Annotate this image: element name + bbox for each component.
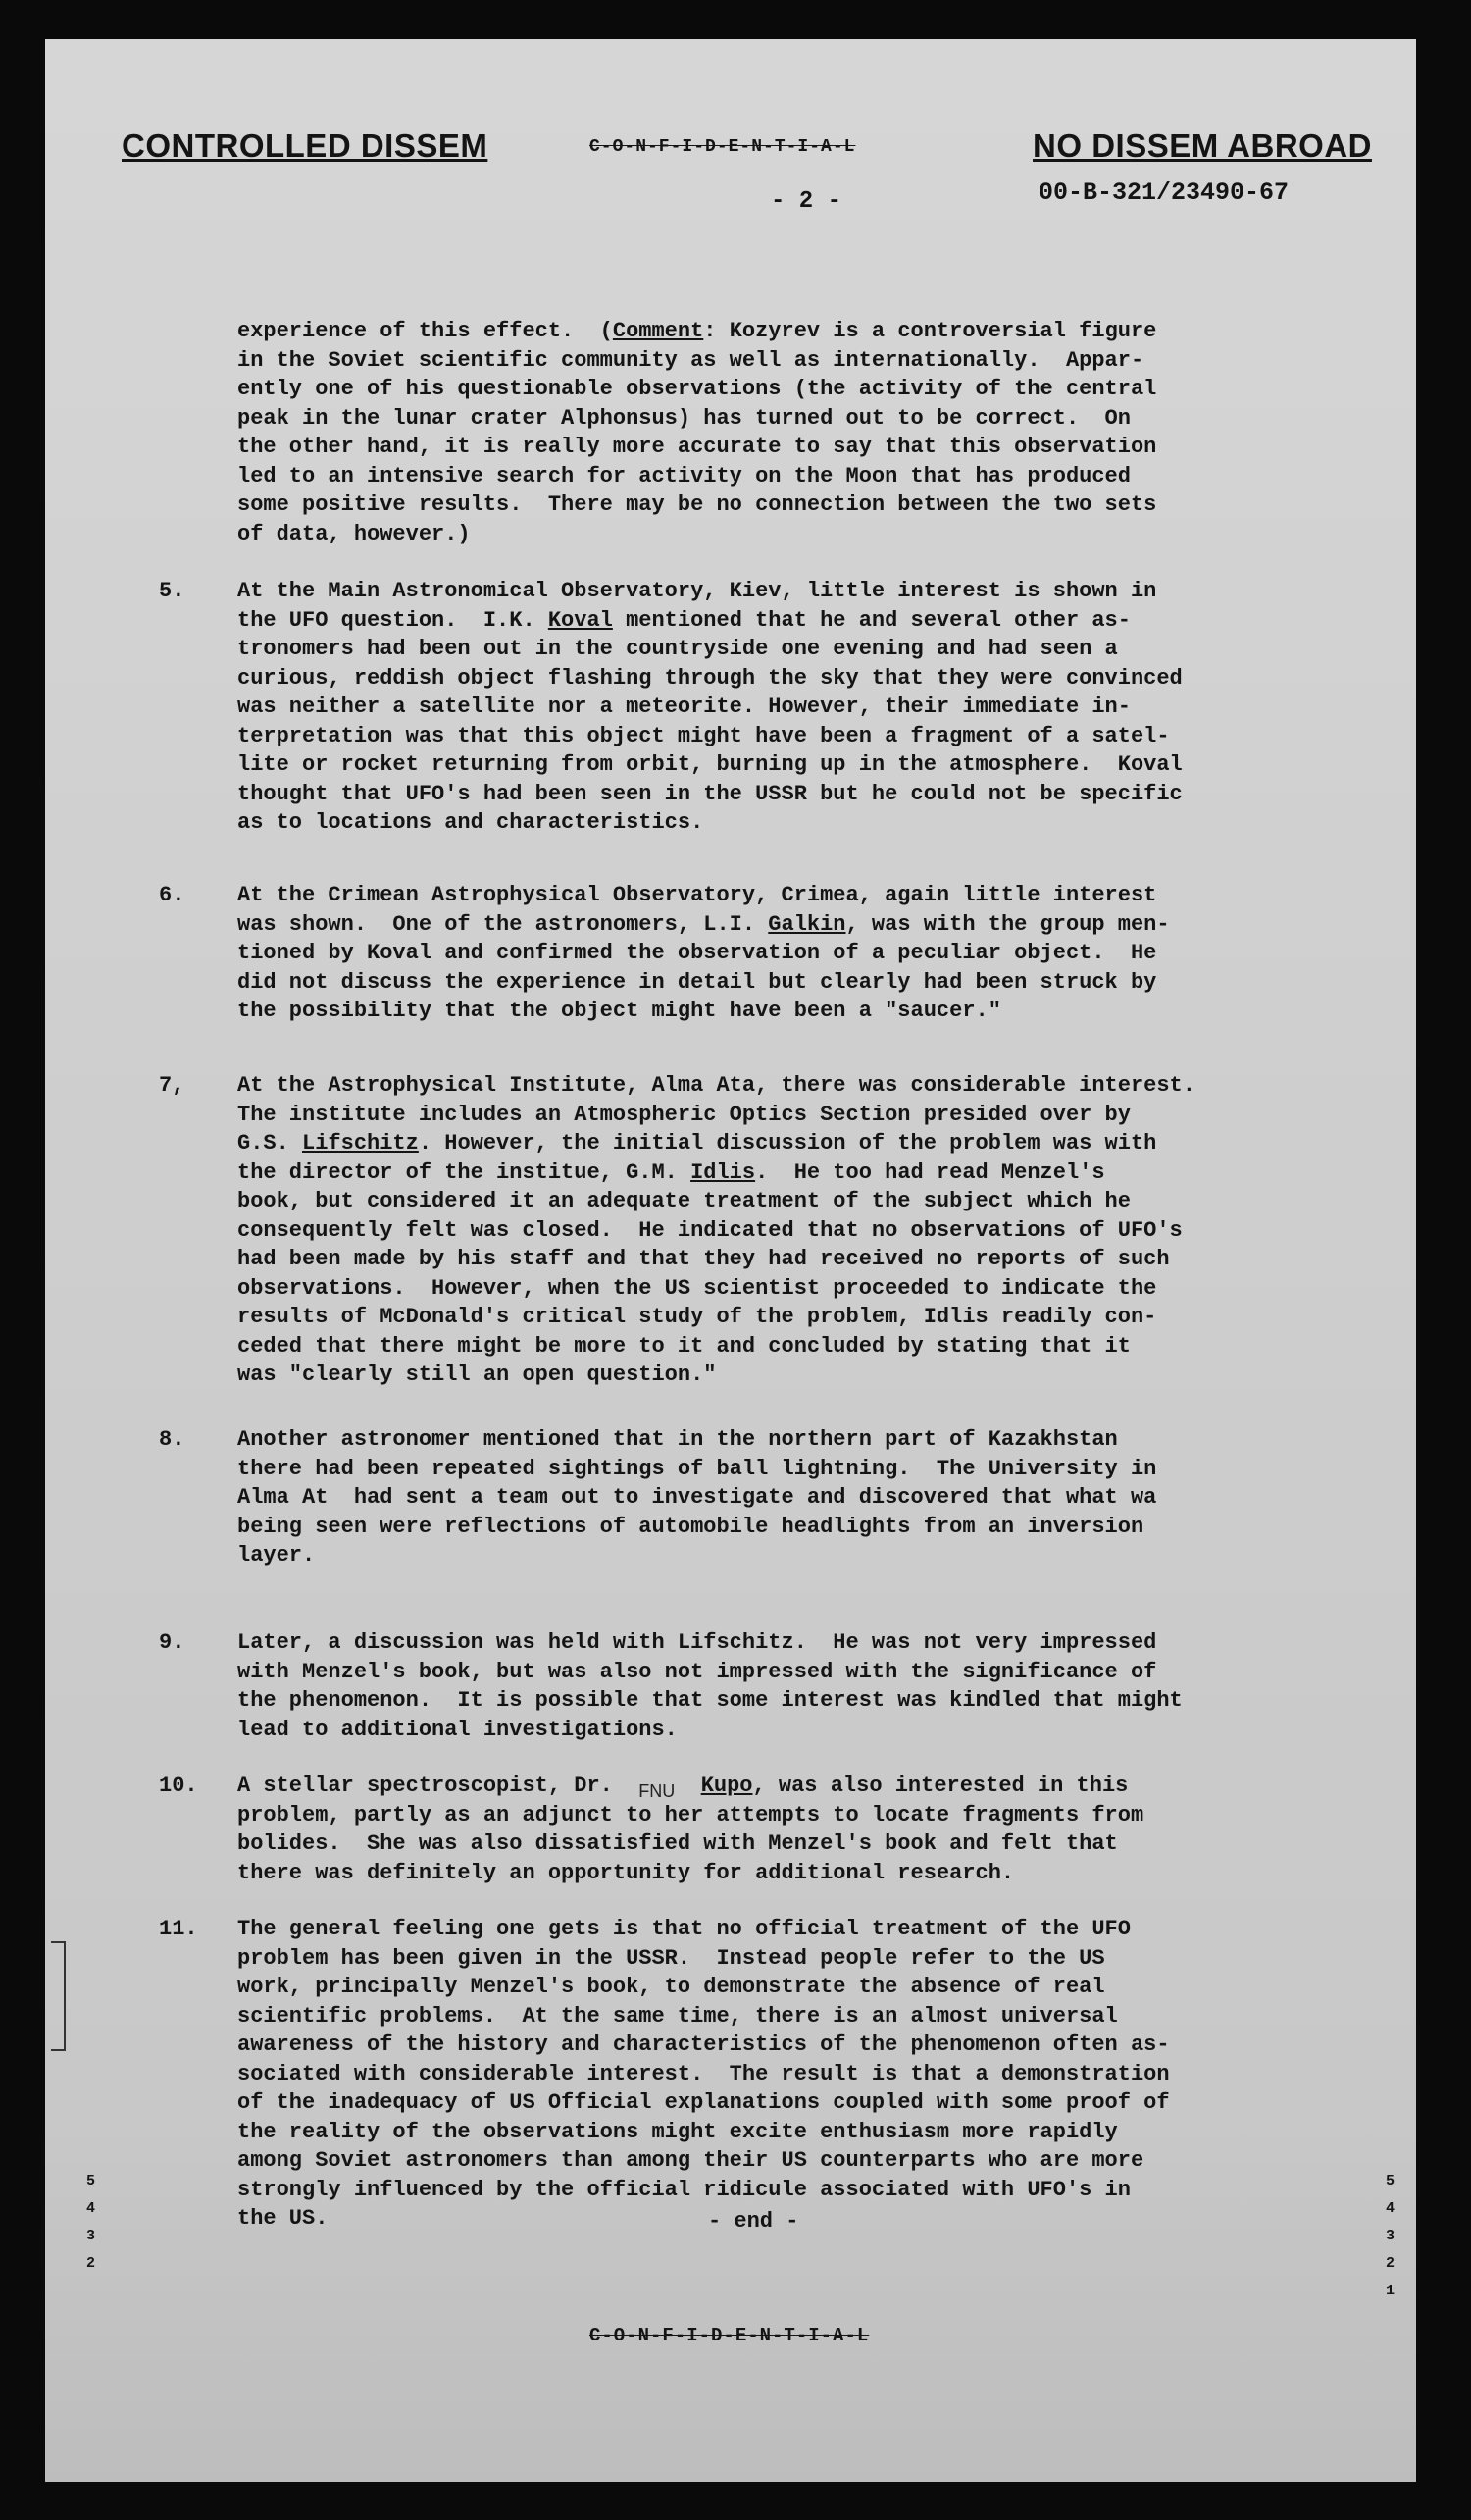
paragraph-line: among Soviet astronomers than among their US counterparts who are more: [237, 2148, 1144, 2173]
paragraph-line: strongly influenced by the official ridicule associated with UFO's in: [237, 2177, 1131, 2202]
paragraph-line: results of McDonald's critical study of the problem, Idlis readily con-: [237, 1305, 1157, 1329]
paragraph-line: bolides. She was also dissatisfied with Menzel's book and felt that: [237, 1831, 1118, 1856]
intro-line: ently one of his questionable observations (the activity of the central: [237, 377, 1157, 401]
margin-number: 3: [1385, 2228, 1395, 2244]
binding-mark-icon: [45, 1932, 84, 2070]
margin-number: 1: [1385, 2283, 1395, 2299]
paragraph-line: was neither a satellite nor a meteorite. However, their immediate in-: [237, 694, 1131, 719]
margin-number: 3: [86, 2228, 96, 2244]
paragraph-line: book, but considered it an adequate treatment of the subject which he: [237, 1189, 1131, 1213]
paragraph-line: layer.: [237, 1543, 316, 1568]
paragraph-line: the UFO question. I.K. Koval mentioned that he and several other as-: [237, 607, 1131, 633]
paragraph-number: 7,: [159, 1073, 185, 1098]
footer-classification: C-O-N-F-I-D-E-N-T-I-A-L: [589, 2325, 870, 2346]
end-mark: - end -: [708, 2209, 799, 2234]
paragraph-line: there had been repeated sightings of ball lightning. The University in: [237, 1456, 1157, 1481]
paragraph-line: problem, partly as an adjunct to her attempts to locate fragments from: [237, 1802, 1144, 1827]
header-dissem-left: CONTROLLED DISSEM: [122, 128, 488, 164]
paragraph-line: with Menzel's book, but was also not impressed with the significance of: [237, 1659, 1157, 1684]
margin-number: 4: [1385, 2200, 1395, 2217]
margin-number: 4: [86, 2200, 96, 2217]
paragraph-number: 6.: [159, 883, 185, 907]
paragraph-line: consequently felt was closed. He indicated that no observations of UFO's: [237, 1217, 1183, 1243]
paragraph-line: Alma At had sent a team out to investigate and discovered that what wa: [237, 1485, 1157, 1510]
retyped-text: enthusiasm more rapidly: [820, 2119, 1118, 2144]
paragraph-line: sociated with considerable interest. The result is that a demonstration: [237, 2061, 1170, 2086]
intro-line: of data, however.): [237, 521, 471, 546]
name-koval: Koval: [547, 607, 613, 633]
paragraph-line: At the Crimean Astrophysical Observatory, Crimea, again little interest: [237, 883, 1157, 907]
intro-line: experience of this effect. (Comment: Kozyrev is a controversial figure: [237, 319, 1157, 343]
paragraph-line: ceded that there might be more to it and concluded by stating that it: [237, 1333, 1131, 1359]
document-id: 00-B-321/23490-67: [1038, 179, 1289, 207]
header-dissem-right: NO DISSEM ABROAD: [1033, 128, 1372, 164]
paragraph-line: as to locations and characteristics.: [237, 810, 704, 835]
paragraph-line: The general feeling one gets is that no official treatment of the UFO: [237, 1917, 1131, 1941]
paragraph-10: [159, 1772, 1345, 1887]
paragraph-number: 10.: [159, 1774, 198, 1798]
paragraph-number: 8.: [159, 1427, 185, 1452]
paragraph-number: 5.: [159, 579, 185, 603]
intro-paragraph: [237, 317, 1345, 548]
paragraph-line: the director of the institue, G.M. Idlis. He too had read Menzel's: [237, 1159, 1105, 1185]
document-page: [45, 39, 1416, 2482]
paragraph-line: had been made by his staff and that they had received no reports of such: [237, 1247, 1170, 1271]
comment-label: Comment: [612, 319, 704, 343]
margin-number: 5: [1385, 2173, 1395, 2189]
margin-number: 2: [1385, 2255, 1395, 2272]
paragraph-line: the reality of the observations might excite enthusiasm more rapidly: [237, 2119, 1118, 2144]
paragraph-line: the possibility that the object might have been a "saucer.": [237, 999, 1001, 1023]
paragraph-line: awareness of the history and characteristics of the phenomenon often as-: [237, 2032, 1170, 2057]
paragraph-number: 9.: [159, 1630, 185, 1655]
paragraph-line: observations. However, when the US scientist proceeded to indicate the: [237, 1275, 1157, 1301]
paragraph-9: [159, 1628, 1345, 1744]
name-lifschitz: Lifschitz: [302, 1131, 419, 1156]
margin-number: 5: [86, 2173, 96, 2189]
paragraph-line: terpretation was that this object might have been a fragment of a satel-: [237, 723, 1170, 748]
paragraph-line: lite or rocket returning from orbit, burning up in the atmosphere. Koval: [237, 752, 1183, 777]
paragraph-line: scientific problems. At the same time, there is an almost universal: [237, 2003, 1118, 2029]
paragraph-line: problem has been given in the USSR. Instead people refer to the US: [237, 1945, 1105, 1971]
paragraph-line: curious, reddish object flashing through the sky that they were convinced: [237, 665, 1183, 691]
name-galkin: Galkin: [768, 911, 846, 937]
name-idlis: Idlis: [690, 1159, 756, 1185]
paragraph-line: lead to additional investigations.: [237, 1717, 678, 1742]
paragraph-line: being seen were reflections of automobile headlights from an inversion: [237, 1514, 1144, 1539]
paragraph-line: was "clearly still an open question.": [237, 1363, 717, 1387]
paragraph-line: there was definitely an opportunity for additional research.: [237, 1860, 1015, 1885]
paragraph-line: At the Astrophysical Institute, Alma Ata, there was considerable interest.: [237, 1073, 1195, 1098]
paragraph-line: tronomers had been out in the countryside one evening and had seen a: [237, 637, 1118, 661]
name-kupo: Kupo: [700, 1774, 753, 1798]
right-margin-numbers: [1386, 2168, 1395, 2305]
paragraph-7: [159, 1071, 1345, 1390]
margin-number: 2: [86, 2255, 96, 2272]
paragraph-line: A stellar spectroscopist, Dr. $_{FNU}$ Kupo, was also interested in this: [237, 1774, 1129, 1801]
intro-line: in the Soviet scientific community as well as internationally. Appar-: [237, 347, 1144, 373]
paragraph-line: the phenomenon. It is possible that some interest was kindled that might: [237, 1688, 1183, 1713]
paragraph-number: 11.: [159, 1917, 198, 1941]
paragraph-line: was shown. One of the astronomers, L.I. Galkin, was with the group men-: [237, 911, 1170, 937]
left-margin-numbers: [86, 2168, 95, 2278]
paragraph-line: the US.: [237, 2206, 329, 2231]
paragraph-line: Another astronomer mentioned that in the northern part of Kazakhstan: [237, 1427, 1118, 1452]
page-number: - 2 -: [771, 188, 842, 215]
intro-line: peak in the lunar crater Alphonsus) has turned out to be correct. On: [237, 405, 1131, 431]
paragraph-line: did not discuss the experience in detail but clearly had been struck by: [237, 969, 1157, 995]
intro-line: some positive results. There may be no connection between the two sets: [237, 492, 1157, 517]
paragraph-line: Later, a discussion was held with Lifschitz. He was not very impressed: [237, 1630, 1157, 1655]
paragraph-line: work, principally Menzel's book, to demonstrate the absence of real: [237, 1975, 1105, 1999]
paragraph-line: tioned by Koval and confirmed the observation of a peculiar object. He: [237, 941, 1157, 965]
paragraph-6: [159, 881, 1345, 1026]
paragraph-line: The institute includes an Atmospheric Optics Section presided over by: [237, 1102, 1131, 1127]
header-classification: C-O-N-F-I-D-E-N-T-I-A-L: [589, 137, 856, 157]
paragraph-line: thought that UFO's had been seen in the USSR but he could not be specific: [237, 781, 1183, 806]
paragraph-line: G.S. Lifschitz. However, the initial discussion of the problem was with: [237, 1131, 1157, 1156]
intro-line: led to an intensive search for activity on the Moon that has produced: [237, 463, 1131, 489]
paragraph-line: At the Main Astronomical Observatory, Kiev, little interest is shown in: [237, 579, 1157, 603]
paragraph-5: [159, 577, 1345, 838]
paragraph-11: [159, 1915, 1345, 2234]
paragraph-8: [159, 1425, 1345, 1570]
intro-line: the other hand, it is really more accurate to say that this observation: [237, 435, 1157, 459]
paragraph-line: of the inadequacy of US Official explanations coupled with some proof of: [237, 2090, 1170, 2115]
handwritten-fnu: FNU: [638, 1781, 676, 1801]
